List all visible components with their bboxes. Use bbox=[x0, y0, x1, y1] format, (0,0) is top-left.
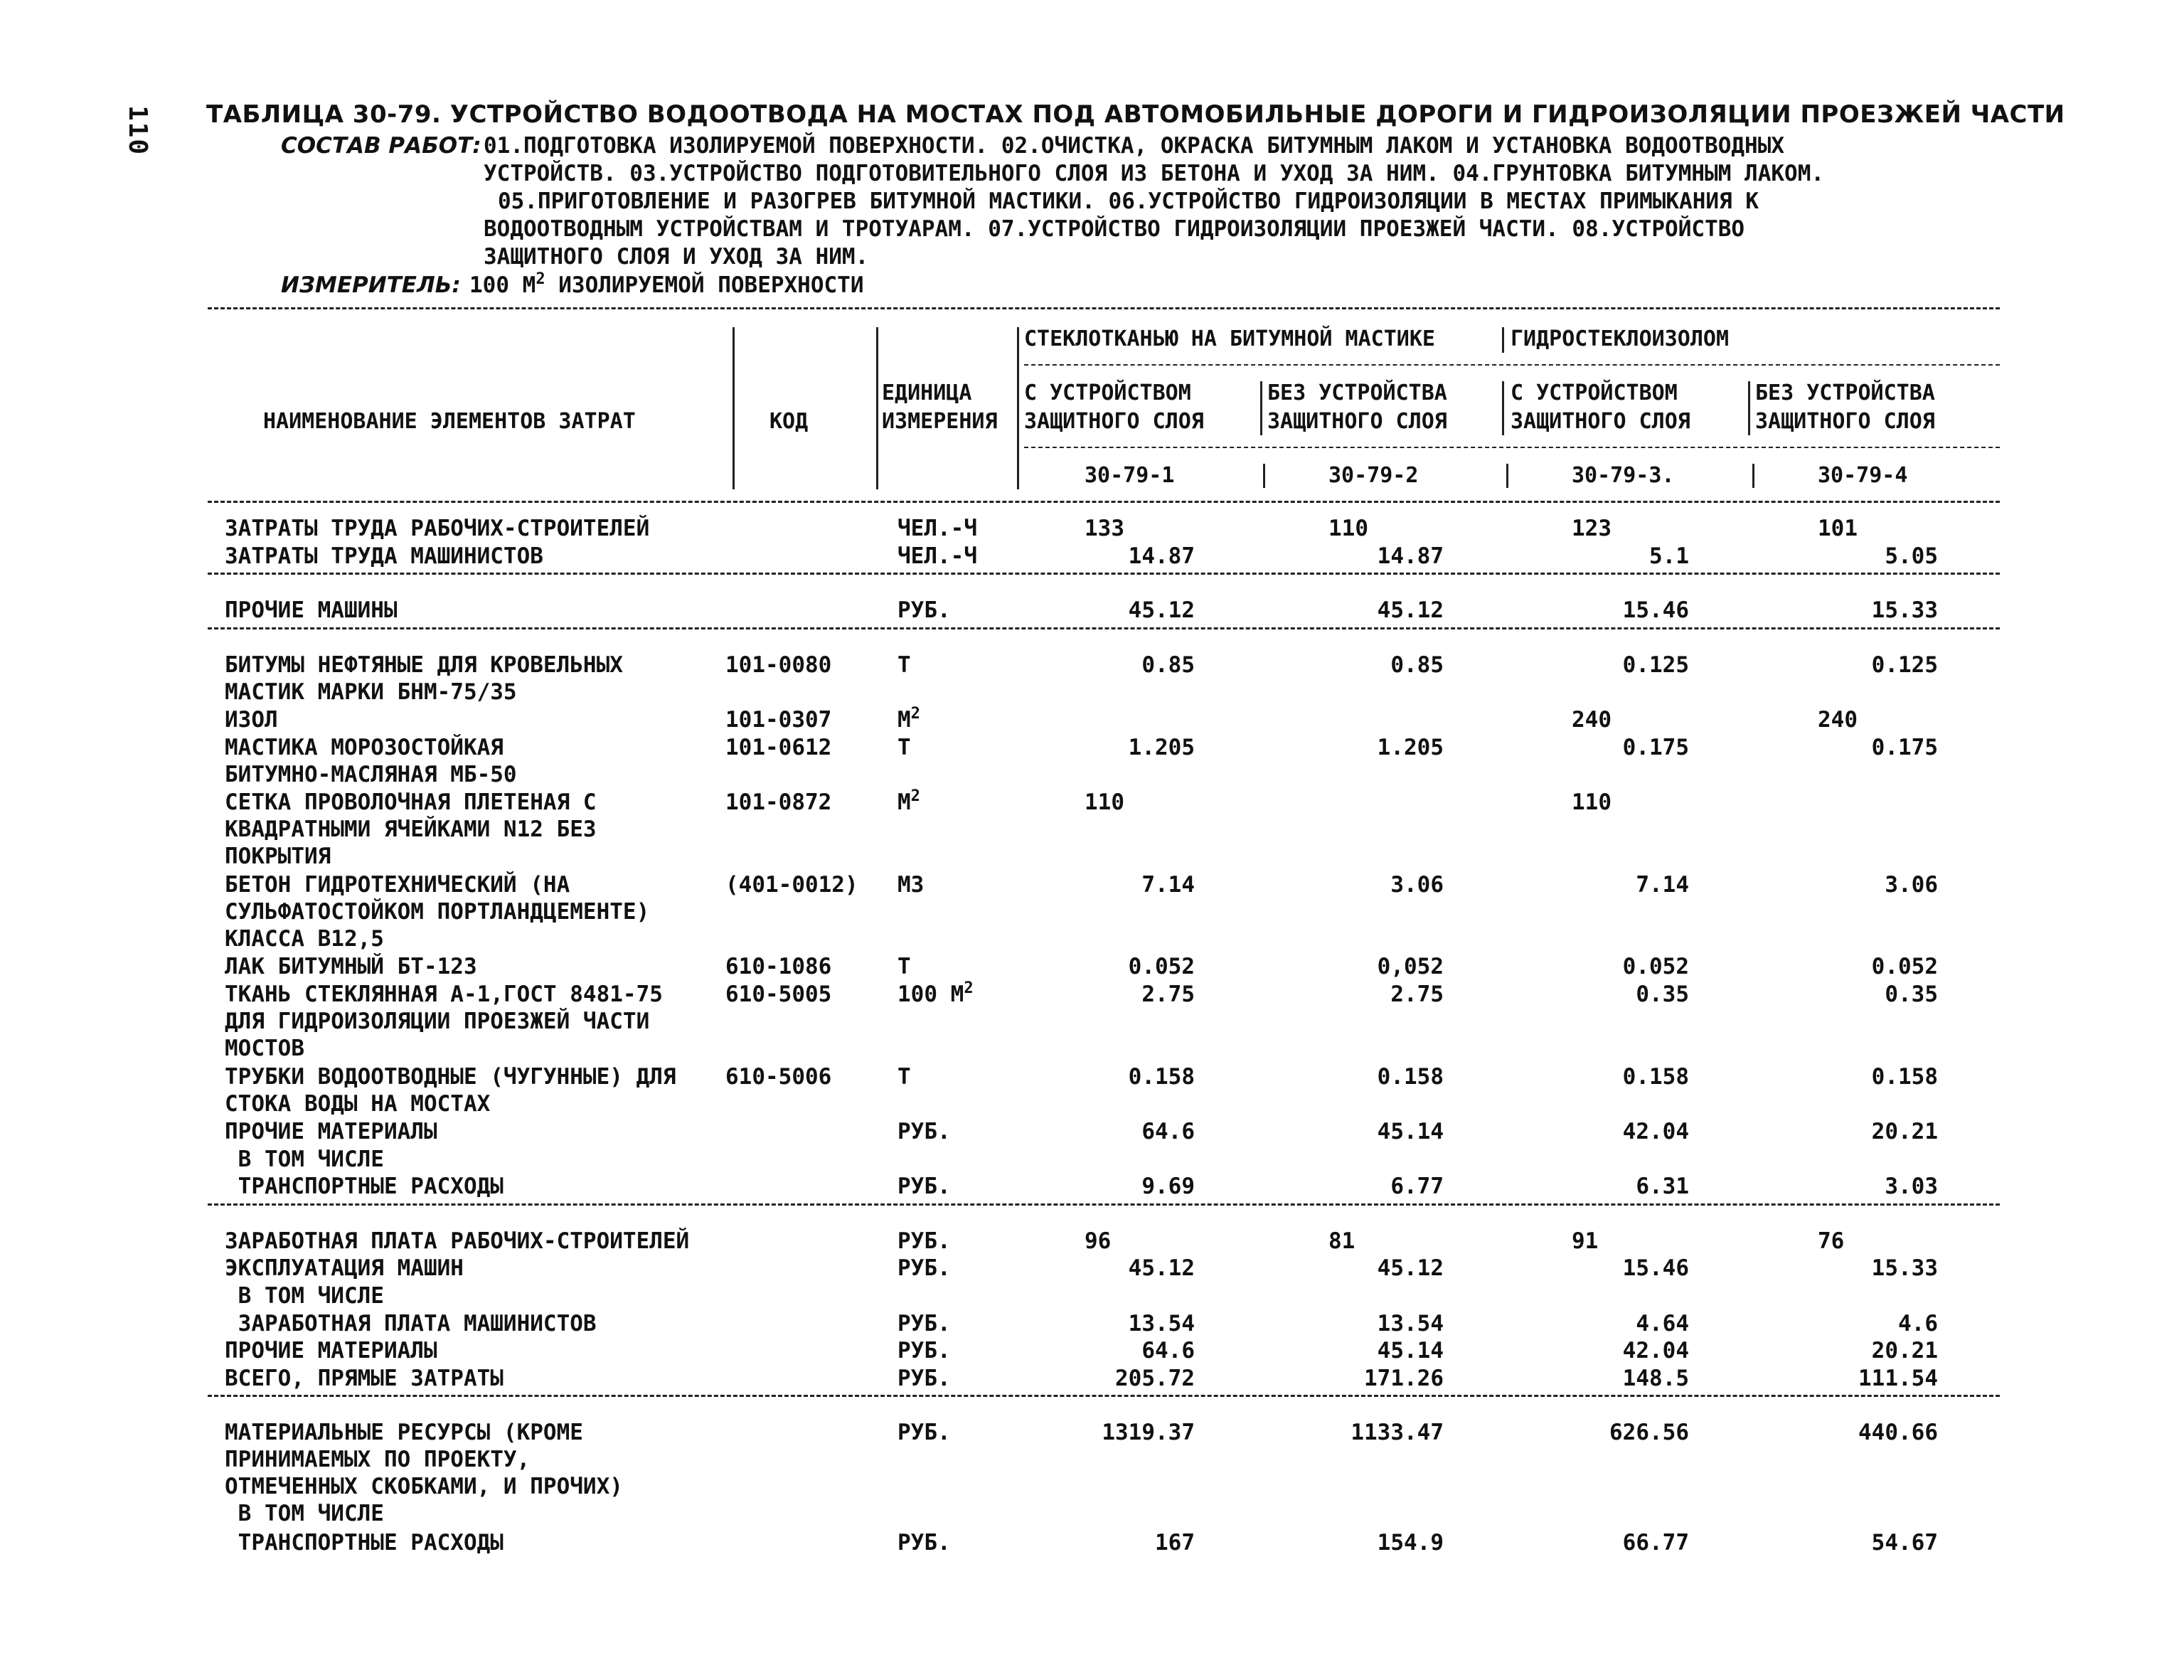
row-value-1: 7.14 bbox=[1141, 871, 1195, 898]
header-sub-layer-4: ЗАЩИТНОГО СЛОЯ bbox=[1755, 409, 1935, 434]
row-unit: Т bbox=[897, 734, 911, 760]
row-value-3: 0.35 bbox=[1636, 982, 1689, 1007]
row-name: ПРОЧИЕ МАТЕРИАЛЫ bbox=[225, 1338, 437, 1364]
header-divider bbox=[1748, 381, 1750, 435]
row-value-2: 45.14 bbox=[1377, 1338, 1444, 1364]
row-value-1: 110 bbox=[1085, 789, 1124, 815]
row-value-2: 110 bbox=[1328, 516, 1368, 541]
row-value-4: 0.175 bbox=[1871, 734, 1938, 760]
header-code-1: 30-79-1 bbox=[1085, 463, 1175, 488]
header-divider bbox=[1017, 327, 1019, 489]
row-value-4: 0.35 bbox=[1885, 982, 1938, 1007]
row-value-2: 0,052 bbox=[1377, 954, 1444, 980]
row-name: ТКАНЬ СТЕКЛЯННАЯ А-1,ГОСТ 8481-75 ДЛЯ ГИДРОИЗОЛЯЦИИ ПРОЕЗЖЕЙ ЧАСТИ МОСТОВ bbox=[225, 982, 663, 1061]
row-value-4: 20.21 bbox=[1871, 1119, 1938, 1144]
row-value-2: 45.12 bbox=[1377, 1255, 1444, 1282]
header-code-3: 30-79-3. bbox=[1572, 463, 1675, 488]
header-divider bbox=[1502, 381, 1504, 435]
row-value-4: 3.06 bbox=[1885, 871, 1938, 898]
section-rule bbox=[208, 627, 2000, 629]
row-value-3: 4.64 bbox=[1636, 1310, 1689, 1336]
row-value-2: 0.85 bbox=[1390, 652, 1444, 678]
row-value-4: 54.67 bbox=[1871, 1529, 1938, 1556]
row-value-3: 0.175 bbox=[1622, 734, 1689, 760]
header-divider bbox=[1502, 327, 1504, 353]
row-value-4: 5.05 bbox=[1885, 543, 1938, 569]
row-unit: РУБ. bbox=[897, 1255, 951, 1282]
row-name: ПРОЧИЕ МАТЕРИАЛЫ bbox=[225, 1119, 437, 1144]
row-name: ВСЕГО, ПРЯМЫЕ ЗАТРАТЫ bbox=[225, 1365, 504, 1391]
row-value-1: 205.72 bbox=[1115, 1365, 1195, 1391]
row-code: 610-5005 bbox=[725, 982, 832, 1007]
meter-label: ИЗМЕРИТЕЛЬ: bbox=[281, 272, 461, 298]
row-value-1: 96 bbox=[1085, 1228, 1112, 1254]
row-code: 610-5006 bbox=[725, 1063, 832, 1090]
row-value-1: 45.12 bbox=[1128, 1255, 1195, 1282]
row-value-3: 626.56 bbox=[1609, 1420, 1689, 1446]
header-sub-without-2: БЕЗ УСТРОЙСТВА bbox=[1755, 381, 1935, 405]
row-name: ТРУБКИ ВОДООТВОДНЫЕ (ЧУГУННЫЕ) ДЛЯ СТОКА ВОДЫ НА МОСТАХ bbox=[225, 1063, 676, 1117]
row-value-1: 64.6 bbox=[1141, 1338, 1195, 1364]
row-value-2: 171.26 bbox=[1364, 1365, 1444, 1391]
row-name: ЛАК БИТУМНЫЙ БТ-123 bbox=[225, 954, 477, 980]
row-unit: РУБ. bbox=[897, 1365, 951, 1391]
row-value-1: 2.75 bbox=[1141, 982, 1195, 1007]
composition-line: 01.ПОДГОТОВКА ИЗОЛИРУЕМОЙ ПОВЕРХНОСТИ. 02.ОЧИСТКА, ОКРАСКА БИТУМНЫМ ЛАКОМ И УСТАНОВКА ВОДООТВОДНЫХ bbox=[484, 133, 1785, 159]
row-value-3: 91 bbox=[1572, 1228, 1599, 1254]
row-unit: $М^2$ bbox=[897, 787, 920, 815]
row-unit: РУБ. bbox=[897, 1174, 951, 1200]
header-sub-with-2: С УСТРОЙСТВОМ bbox=[1511, 381, 1678, 405]
row-unit: $М^2$ bbox=[897, 705, 920, 733]
header-bottom-rule bbox=[208, 501, 2000, 503]
row-name: БЕТОН ГИДРОТЕХНИЧЕСКИЙ (НА СУЛЬФАТОСТОЙКОМ ПОРТЛАНДЦЕМЕНТЕ) КЛАССА В12,5 bbox=[225, 871, 650, 952]
header-top-rule bbox=[208, 307, 2000, 309]
row-unit: ЧЕЛ.-Ч bbox=[897, 543, 977, 569]
row-value-3: 6.31 bbox=[1636, 1174, 1689, 1200]
composition-line: УСТРОЙСТВ. 03.УСТРОЙСТВО ПОДГОТОВИТЕЛЬНОГО СЛОЯ ИЗ БЕТОНА И УХОД ЗА НИМ. 04.ГРУНТОВКА БИТУМНЫМ ЛАКОМ. bbox=[484, 161, 1825, 186]
header-sub-layer-3: ЗАЩИТНОГО СЛОЯ bbox=[1511, 409, 1690, 434]
header-rule bbox=[1024, 364, 2000, 366]
section-rule bbox=[208, 1203, 2000, 1206]
row-unit: РУБ. bbox=[897, 1529, 951, 1556]
row-value-4: 0.125 bbox=[1871, 652, 1938, 678]
header-sub-layer-1: ЗАЩИТНОГО СЛОЯ bbox=[1024, 409, 1204, 434]
header-divider bbox=[876, 327, 878, 489]
row-unit: М3 bbox=[897, 871, 925, 898]
row-name: МАТЕРИАЛЬНЫЕ РЕСУРСЫ (КРОМЕ ПРИНИМАЕМЫХ ПО ПРОЕКТУ, ОТМЕЧЕННЫХ СКОБКАМИ, И ПРОЧИХ) В ТОМ ЧИСЛЕ bbox=[225, 1420, 623, 1527]
row-value-1: 9.69 bbox=[1141, 1174, 1195, 1200]
header-divider bbox=[733, 327, 735, 489]
section-rule bbox=[208, 1395, 2000, 1397]
row-name: ТРАНСПОРТНЫЕ РАСХОДЫ bbox=[225, 1174, 504, 1200]
row-unit: РУБ. bbox=[897, 1310, 951, 1336]
row-value-2: 81 bbox=[1328, 1228, 1355, 1254]
row-unit: РУБ. bbox=[897, 1338, 951, 1364]
header-sub-layer-2: ЗАЩИТНОГО СЛОЯ bbox=[1267, 409, 1447, 434]
header-name-column: НАИМЕНОВАНИЕ ЭЛЕМЕНТОВ ЗАТРАТ bbox=[263, 409, 636, 434]
row-value-4: 440.66 bbox=[1858, 1420, 1938, 1446]
row-name: В ТОМ ЧИСЛЕ bbox=[225, 1146, 384, 1172]
row-value-2: 3.06 bbox=[1390, 871, 1444, 898]
header-divider bbox=[1263, 464, 1265, 488]
row-value-1: 0.85 bbox=[1141, 652, 1195, 678]
row-value-3: 0.052 bbox=[1622, 954, 1689, 980]
section-rule bbox=[208, 573, 2000, 575]
header-sub-with-1: С УСТРОЙСТВОМ bbox=[1024, 381, 1191, 405]
row-value-3: 15.46 bbox=[1622, 1255, 1689, 1282]
row-value-3: 66.77 bbox=[1622, 1529, 1689, 1556]
row-unit: РУБ. bbox=[897, 1119, 951, 1144]
row-code: 101-0080 bbox=[725, 652, 832, 678]
composition-label: СОСТАВ РАБОТ: bbox=[281, 133, 481, 159]
row-value-3: 15.46 bbox=[1622, 597, 1689, 624]
row-value-3: 42.04 bbox=[1622, 1119, 1689, 1144]
row-value-4: 101 bbox=[1818, 516, 1858, 541]
header-code-column: КОД bbox=[769, 409, 809, 434]
row-name: ЗАРАБОТНАЯ ПЛАТА МАШИНИСТОВ bbox=[225, 1310, 597, 1336]
header-group-glass-insulation: ГИДРОСТЕКЛОИЗОЛОМ bbox=[1511, 326, 1730, 351]
row-value-4: 0.158 bbox=[1871, 1063, 1938, 1090]
row-unit: РУБ. bbox=[897, 597, 951, 624]
row-value-4: 4.6 bbox=[1898, 1310, 1938, 1336]
row-value-2: 154.9 bbox=[1377, 1529, 1444, 1556]
row-code: 101-0612 bbox=[725, 734, 832, 760]
row-code: 101-0307 bbox=[725, 707, 832, 733]
row-value-1: 1.205 bbox=[1128, 734, 1195, 760]
row-value-4: 76 bbox=[1818, 1228, 1845, 1254]
row-value-2: 14.87 bbox=[1377, 543, 1444, 569]
row-name: СЕТКА ПРОВОЛОЧНАЯ ПЛЕТЕНАЯ С КВАДРАТНЫМИ ЯЧЕЙКАМИ N12 БЕЗ ПОКРЫТИЯ bbox=[225, 789, 597, 869]
header-divider bbox=[1752, 464, 1754, 488]
row-value-1: 14.87 bbox=[1128, 543, 1195, 569]
row-value-4: 240 bbox=[1818, 707, 1858, 733]
row-name: В ТОМ ЧИСЛЕ bbox=[225, 1283, 384, 1309]
header-code-2: 30-79-2 bbox=[1328, 463, 1419, 488]
row-value-3: 0.125 bbox=[1622, 652, 1689, 678]
header-unit-column: ИЗМЕРЕНИЯ bbox=[882, 409, 998, 434]
row-name: БИТУМЫ НЕФТЯНЫЕ ДЛЯ КРОВЕЛЬНЫХ МАСТИК МАРКИ БНМ-75/35 bbox=[225, 652, 623, 705]
composition-line: ВОДООТВОДНЫМ УСТРОЙСТВАМ И ТРОТУАРАМ. 07.УСТРОЙСТВО ГИДРОИЗОЛЯЦИИ ПРОЕЗЖЕЙ ЧАСТИ. 08.УСТРОЙСТВО bbox=[484, 216, 1745, 242]
row-value-3: 240 bbox=[1572, 707, 1612, 733]
table-title: ТАБЛИЦА 30-79. УСТРОЙСТВО ВОДООТВОДА НА МОСТАХ ПОД АВТОМОБИЛЬНЫЕ ДОРОГИ И ГИДРОИЗОЛЯЦИИ ПРОЕЗЖЕЙ ЧАСТИ bbox=[206, 100, 2065, 129]
row-name: ЭКСПЛУАТАЦИЯ МАШИН bbox=[225, 1255, 464, 1282]
row-value-3: 148.5 bbox=[1622, 1365, 1689, 1391]
row-value-3: 5.1 bbox=[1649, 543, 1689, 569]
row-name: ИЗОЛ bbox=[225, 707, 278, 733]
header-divider bbox=[1260, 381, 1262, 435]
row-value-1: 13.54 bbox=[1128, 1310, 1195, 1336]
row-value-2: 0.158 bbox=[1377, 1063, 1444, 1090]
row-unit: ЧЕЛ.-Ч bbox=[897, 516, 977, 541]
row-value-2: 2.75 bbox=[1390, 982, 1444, 1007]
row-name: ЗАТРАТЫ ТРУДА РАБОЧИХ-СТРОИТЕЛЕЙ bbox=[225, 516, 650, 541]
row-value-3: 7.14 bbox=[1636, 871, 1689, 898]
row-value-2: 45.14 bbox=[1377, 1119, 1444, 1144]
row-code: (401-0012) bbox=[725, 871, 858, 898]
row-name: ПРОЧИЕ МАШИНЫ bbox=[225, 597, 398, 624]
row-code: 101-0872 bbox=[725, 789, 832, 815]
row-value-3: 123 bbox=[1572, 516, 1612, 541]
row-value-4: 15.33 bbox=[1871, 1255, 1938, 1282]
row-value-2: 1.205 bbox=[1377, 734, 1444, 760]
row-value-1: 167 bbox=[1155, 1529, 1195, 1556]
header-unit-column: ЕДИНИЦА bbox=[882, 381, 972, 405]
header-rule bbox=[1024, 447, 2000, 448]
row-code: 610-1086 bbox=[725, 954, 832, 980]
row-unit: Т bbox=[897, 652, 911, 678]
row-unit: Т bbox=[897, 954, 911, 980]
row-unit: Т bbox=[897, 1063, 911, 1090]
row-name: ТРАНСПОРТНЫЕ РАСХОДЫ bbox=[225, 1529, 504, 1556]
row-name: ЗАТРАТЫ ТРУДА МАШИНИСТОВ bbox=[225, 543, 543, 569]
composition-line: ЗАЩИТНОГО СЛОЯ И УХОД ЗА НИМ. bbox=[484, 244, 869, 270]
row-value-1: 1319.37 bbox=[1102, 1420, 1195, 1446]
row-value-4: 111.54 bbox=[1858, 1365, 1938, 1391]
row-value-4: 20.21 bbox=[1871, 1338, 1938, 1364]
row-value-1: 45.12 bbox=[1128, 597, 1195, 624]
row-value-2: 1133.47 bbox=[1351, 1420, 1444, 1446]
row-value-1: 133 bbox=[1085, 516, 1124, 541]
row-name: ЗАРАБОТНАЯ ПЛАТА РАБОЧИХ-СТРОИТЕЛЕЙ bbox=[225, 1228, 690, 1254]
meter-value: 100 $М^2$ ИЗОЛИРУЕМОЙ ПОВЕРХНОСТИ bbox=[469, 270, 864, 298]
header-divider bbox=[1506, 464, 1508, 488]
row-name: МАСТИКА МОРОЗОСТОЙКАЯ БИТУМНО-МАСЛЯНАЯ МБ-50 bbox=[225, 734, 517, 787]
row-value-1: 0.158 bbox=[1128, 1063, 1195, 1090]
header-group-glass-fabric: СТЕКЛОТКАНЬЮ НА БИТУМНОЙ МАСТИКЕ bbox=[1024, 326, 1435, 351]
page-number: 110 bbox=[123, 105, 152, 156]
row-value-2: 13.54 bbox=[1377, 1310, 1444, 1336]
row-value-3: 42.04 bbox=[1622, 1338, 1689, 1364]
row-value-4: 3.03 bbox=[1885, 1174, 1938, 1200]
row-value-4: 15.33 bbox=[1871, 597, 1938, 624]
row-value-2: 6.77 bbox=[1390, 1174, 1444, 1200]
row-value-2: 45.12 bbox=[1377, 597, 1444, 624]
row-value-4: 0.052 bbox=[1871, 954, 1938, 980]
row-value-1: 0.052 bbox=[1128, 954, 1195, 980]
header-code-4: 30-79-4 bbox=[1818, 463, 1908, 488]
row-value-3: 110 bbox=[1572, 789, 1612, 815]
header-sub-without-1: БЕЗ УСТРОЙСТВА bbox=[1267, 381, 1447, 405]
row-unit: 100 $М^2$ bbox=[897, 979, 974, 1007]
row-unit: РУБ. bbox=[897, 1420, 951, 1446]
row-value-1: 64.6 bbox=[1141, 1119, 1195, 1144]
row-unit: РУБ. bbox=[897, 1228, 951, 1254]
row-value-3: 0.158 bbox=[1622, 1063, 1689, 1090]
composition-line: 05.ПРИГОТОВЛЕНИЕ И РАЗОГРЕВ БИТУМНОЙ МАСТИКИ. 06.УСТРОЙСТВО ГИДРОИЗОЛЯЦИИ В МЕСТАХ ПРИМЫКАНИЯ К bbox=[498, 188, 1759, 214]
